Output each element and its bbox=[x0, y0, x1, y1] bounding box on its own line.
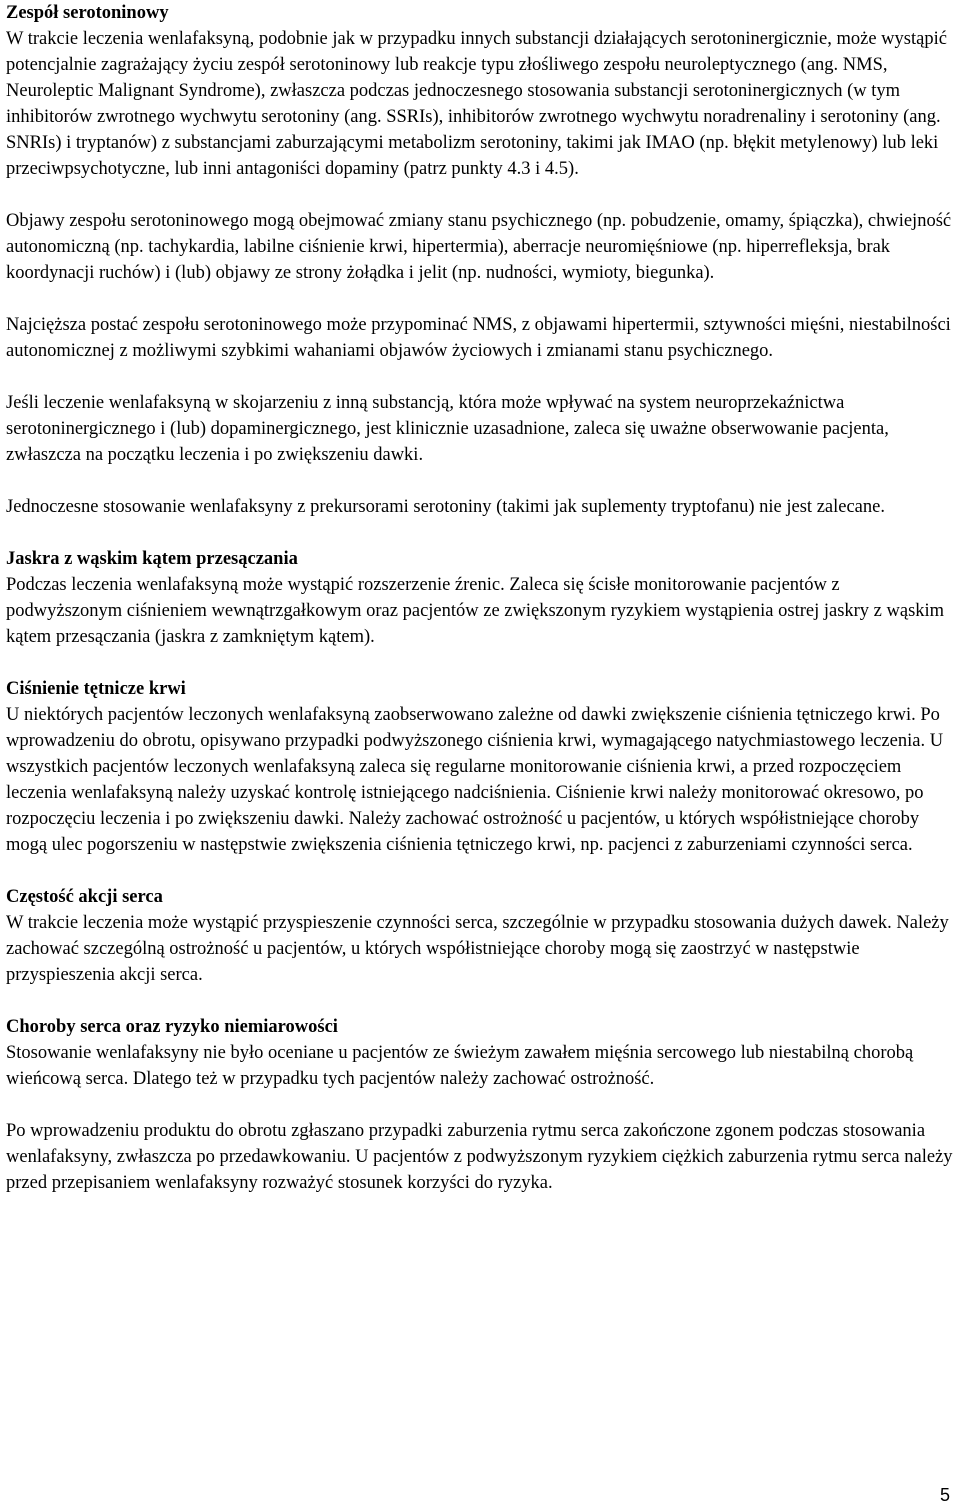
paragraph: Po wprowadzeniu produktu do obrotu zgłaszano przypadki zaburzenia rytmu serca zakończone zgonem podczas stosowania wenlafaksyny, zwłaszcza po przedawkowaniu. U pacjentów z podwyższonym ryzykiem ciężkich zaburzenia rytmu serca należy przed przepisaniem wenlafaksyny rozważyć stosunek korzyści do ryzyka. bbox=[6, 1121, 953, 1193]
section-heading: Częstość akcji serca bbox=[6, 887, 163, 907]
paragraph: W trakcie leczenia wenlafaksyną, podobnie jak w przypadku innych substancji działających serotoninergicznie, może wystąpić potencjalnie zagrażający życiu zespół serotoninowy lub reakcje typu złośliwego zespołu neuroleptycznego (ang. NMS, Neuroleptic Malignant Syndrome), zwłaszcza podczas jednoczesnego stosowania substancji serotoninergicznych (w tym inhibitorów zwrotnego wychwytu serotoniny (ang. SSRIs), inhibitorów zwrotnego wychwytu noradrenaliny i serotoniny (ang. SNRIs) i tryptanów) z substancjami zaburzającymi metabolizm serotoniny, takimi jak IMAO (np. błękit metylenowy) lub leki przeciwpsychotyczne, lub inni antagoniści dopaminy (patrz punkty 4.3 i 4.5). bbox=[6, 29, 947, 179]
page-number: 5 bbox=[939, 1485, 950, 1505]
document-page bbox=[6, 0, 954, 1196]
section-glaucoma bbox=[6, 546, 954, 650]
section-heading: Jaskra z wąskim kątem przesączania bbox=[6, 549, 298, 569]
section-heading: Zespół serotoninowy bbox=[6, 3, 169, 23]
section-heading: Ciśnienie tętnicze krwi bbox=[6, 679, 186, 699]
section-heart-rate bbox=[6, 884, 954, 988]
paragraph: W trakcie leczenia może wystąpić przyspieszenie czynności serca, szczególnie w przypadku stosowania dużych dawek. Należy zachować szczególną ostrożność u pacjentów, u których współistniejące choroby mogą się zaostrzyć w następstwie przyspieszenia akcji serca. bbox=[6, 913, 949, 985]
section-serotonin-syndrome bbox=[6, 0, 954, 520]
paragraph: Stosowanie wenlafaksyny nie było oceniane u pacjentów ze świeżym zawałem mięśnia sercowego lub niestabilną chorobą wieńcową serca. Dlatego też w przypadku tych pacjentów należy zachować ostrożność. bbox=[6, 1043, 914, 1089]
section-heart-disease-arrhythmia bbox=[6, 1014, 954, 1196]
paragraph: U niektórych pacjentów leczonych wenlafaksyną zaobserwowano zależne od dawki zwiększenie ciśnienia tętniczego krwi. Po wprowadzeniu do obrotu, opisywano przypadki podwyższonego ciśnienia krwi, wymagającego natychmiastowego leczenia. U wszystkich pacjentów leczonych wenlafaksyną zaleca się regularne monitorowanie ciśnienia krwi, a przed rozpoczęciem leczenia wenlafaksyną należy uzyskać kontrolę istniejącego nadciśnienia. Ciśnienie krwi należy monitorować okresowo, po rozpoczęciu leczenia i po zwiększeniu dawki. Należy zachować ostrożność u pacjentów, u których współistniejące choroby mogą ulec pogorszeniu w następstwie zwiększenia ciśnienia tętniczego krwi, np. pacjenci z zaburzeniami czynności serca. bbox=[6, 705, 944, 855]
paragraph: Podczas leczenia wenlafaksyną może wystąpić rozszerzenie źrenic. Zaleca się ścisłe monitorowanie pacjentów z podwyższonym ciśnieniem wewnątrzgałkowym oraz pacjentów ze zwiększonym ryzykiem wystąpienia ostrej jaskry z wąskim kątem przesączania (jaskra z zamkniętym kątem). bbox=[6, 575, 945, 647]
paragraph: Jednoczesne stosowanie wenlafaksyny z prekursorami serotoniny (takimi jak suplementy tryptofanu) nie jest zalecane. bbox=[6, 497, 885, 517]
paragraph: Jeśli leczenie wenlafaksyną w skojarzeniu z inną substancją, która może wpływać na system neuroprzekaźnictwa serotoninergicznego i (lub) dopaminergicznego, jest klinicznie uzasadnione, zaleca się uważne obserwowanie pacjenta, zwłaszcza na początku leczenia i po zwiększeniu dawki. bbox=[6, 393, 889, 465]
paragraph: Najcięższa postać zespołu serotoninowego może przypominać NMS, z objawami hipertermii, sztywności mięśni, niestabilności autonomicznej z możliwymi szybkimi wahaniami objawów życiowych i zmianami stanu psychicznego. bbox=[6, 315, 951, 361]
section-heading: Choroby serca oraz ryzyko niemiarowości bbox=[6, 1017, 338, 1037]
section-blood-pressure bbox=[6, 676, 954, 858]
paragraph: Objawy zespołu serotoninowego mogą obejmować zmiany stanu psychicznego (np. pobudzenie, omamy, śpiączka), chwiejność autonomiczną (np. tachykardia, labilne ciśnienie krwi, hipertermia), aberracje neuromięśniowe (np. hiperrefleksja, brak koordynacji ruchów) i (lub) objawy ze strony żołądka i jelit (np. nudności, wymioty, biegunka). bbox=[6, 211, 952, 283]
